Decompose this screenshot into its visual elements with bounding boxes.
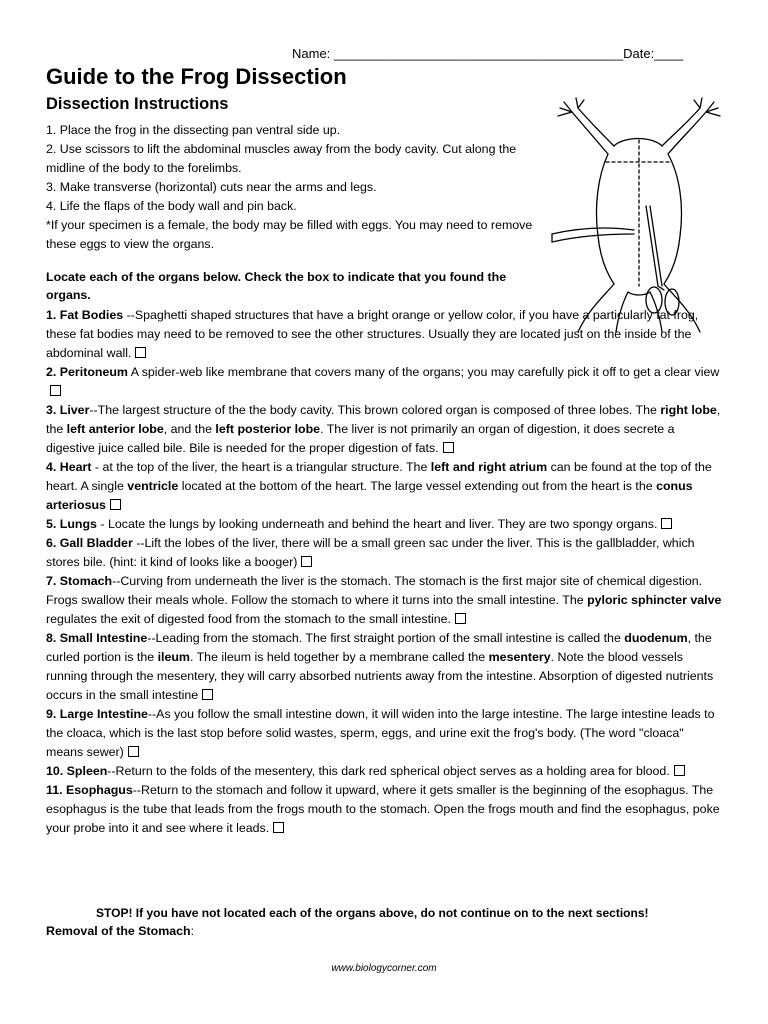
organ-item (46, 705, 722, 762)
organ-term: ileum (157, 650, 190, 664)
organ-checkbox[interactable] (273, 822, 284, 833)
organ-description: - at the top of the liver, the heart is a triangular structure. The (91, 460, 431, 474)
organ-name: 11. Esophagus (46, 783, 133, 797)
organ-term: left anterior lobe (66, 422, 164, 436)
organ-list (46, 306, 722, 838)
organ-name: 4. Heart (46, 460, 92, 474)
organ-description: --Return to the stomach and follow it upward, where it gets smaller is the beginning of the esophagus. The esophagus is the tube that leads from the frogs mouth to the stomach. Open the frogs mouth and find the esophagus, poke your probe into it and see where it leads. (46, 783, 720, 835)
organ-checkbox[interactable] (110, 499, 121, 510)
organ-description: - Locate the lungs by looking underneath and behind the heart and liver. They are two spongy organs. (96, 517, 658, 531)
organ-term: left and right atrium (430, 460, 548, 474)
section-heading: Dissection Instructions (46, 95, 229, 113)
organ-checkbox[interactable] (135, 347, 146, 358)
step-item: 4. Life the flaps of the body wall and pin back. (46, 199, 297, 213)
organ-name: 10. Spleen (46, 764, 108, 778)
organ-name: 6. Gall Bladder (46, 536, 133, 550)
organ-item (46, 515, 722, 534)
organ-name: 2. Peritoneum (46, 365, 128, 379)
date-field[interactable]: ____ (654, 46, 684, 61)
organ-description: --Leading from the stomach. The first straight portion of the small intestine is called the (147, 631, 625, 645)
organ-checkbox[interactable] (661, 518, 672, 529)
organ-item (46, 781, 722, 838)
organ-term: ventricle (127, 479, 179, 493)
organ-checkbox[interactable] (128, 746, 139, 757)
organ-description: regulates the exit of digested food from the stomach to the small intestine. (46, 612, 451, 626)
organ-item (46, 762, 722, 781)
organ-description: --Lift the lobes of the liver, there will be a small green sac under the liver. This is the gallbladder, which stores bile. (hint: it kind of looks like a booger) (46, 536, 695, 569)
step-item: 2. Use scissors to lift the abdominal muscles away from the body cavity. Cut along the midline of the body to the forelimbs. (46, 142, 517, 175)
dissection-steps (46, 121, 546, 254)
organ-term: duodenum (624, 631, 688, 645)
organ-checkbox[interactable] (202, 689, 213, 700)
organ-item (46, 458, 722, 515)
organ-description: . The ileum is held together by a membrane called the (189, 650, 489, 664)
organ-checkbox[interactable] (301, 556, 312, 567)
organ-description: --Spaghetti shaped structures that have a bright orange or yellow color, if you have a particularly fat frog, these fat bodies may need to be removed to see the other structures. Usually they are located just on the inside of the abdominal wall. (46, 308, 699, 360)
organ-description: --The largest structure of the the body cavity. This brown colored organ is composed of three lobes. The (89, 403, 661, 417)
organ-item (46, 401, 722, 458)
organ-name: 3. Liver (46, 403, 90, 417)
organ-term: left posterior lobe (215, 422, 321, 436)
organ-item (46, 363, 722, 401)
organ-item (46, 572, 722, 629)
organ-checkbox[interactable] (443, 442, 454, 453)
organ-term: right lobe (660, 403, 717, 417)
organ-description: , the (46, 403, 721, 436)
organ-description: --Return to the folds of the mesentery, this dark red spherical object serves as a holding area for blood. (107, 764, 670, 778)
footer-url: www.biologycorner.com (331, 963, 437, 974)
organ-item (46, 306, 722, 363)
organ-description: . The liver is not primarily an organ of digestion, it does secrete a digestive juice called bile. Bile is needed for the proper digestion of fats. (46, 422, 675, 455)
name-field[interactable]: ________________________________________ (333, 46, 624, 61)
step-item: 1. Place the frog in the dissecting pan ventral side up. (46, 123, 341, 137)
organ-item (46, 534, 722, 572)
organ-term: pyloric sphincter valve (587, 593, 722, 607)
organ-description: can be found at the top of the heart. A single (46, 460, 712, 493)
stop-warning: STOP! If you have not located each of the organs above, do not continue on to the next sections! (96, 906, 649, 920)
organ-description: A spider-web like membrane that covers many of the organs; you may carefully pick it off to get a clear view (127, 365, 720, 379)
organ-term: mesentery (488, 650, 551, 664)
removal-heading (46, 924, 194, 938)
female-note: *If your specimen is a female, the body may be filled with eggs. You may need to remove these eggs to view the organs. (46, 218, 533, 251)
organ-name: 9. Large Intestine (46, 707, 148, 721)
organ-checkbox[interactable] (674, 765, 685, 776)
page-title: Guide to the Frog Dissection (46, 64, 347, 89)
organ-description: --As you follow the small intestine down, it will widen into the large intestine. The large intestine leads to the cloaca, which is the last stop before solid wastes, sperm, eggs, and urine exit the frog's body. (The word "cloaca" means sewer) (46, 707, 715, 759)
organ-term: conus arteriosus (46, 479, 693, 512)
organ-description: , and the (163, 422, 216, 436)
step-item: 3. Make transverse (horizontal) cuts near the arms and legs. (46, 180, 377, 194)
removal-suffix: : (190, 924, 195, 938)
organ-name: 1. Fat Bodies (46, 308, 124, 322)
name-date-line (292, 46, 683, 61)
organ-item (46, 629, 722, 705)
organ-description: . Note the blood vessels running through the mesentery, they will carry absorbed nutrients away from the intestine. Absorption of digested nutrients occurs in the small intestine (46, 650, 714, 702)
date-label: Date: (623, 46, 655, 61)
organ-name: 7. Stomach (46, 574, 113, 588)
organ-name: 8. Small Intestine (46, 631, 148, 645)
frog-dissection-illustration-icon (548, 96, 730, 334)
organ-description: located at the bottom of the heart. The large vessel extending out from the heart is the (178, 479, 657, 493)
organ-name: 5. Lungs (46, 517, 97, 531)
organ-checkbox[interactable] (455, 613, 466, 624)
organ-description: --Curving from underneath the liver is the stomach. The stomach is the first major site of chemical digestion. Frogs swallow their meals whole. Follow the stomach to where it turns into the small intestine. The (46, 574, 703, 607)
organ-checkbox[interactable] (50, 385, 61, 396)
removal-label: Removal of the Stomach (46, 924, 191, 938)
name-label: Name: (292, 46, 334, 61)
locate-heading: Locate each of the organs below. Check the box to indicate that you found the organs. (46, 270, 507, 302)
organ-description: , the curled portion is the (46, 631, 712, 664)
